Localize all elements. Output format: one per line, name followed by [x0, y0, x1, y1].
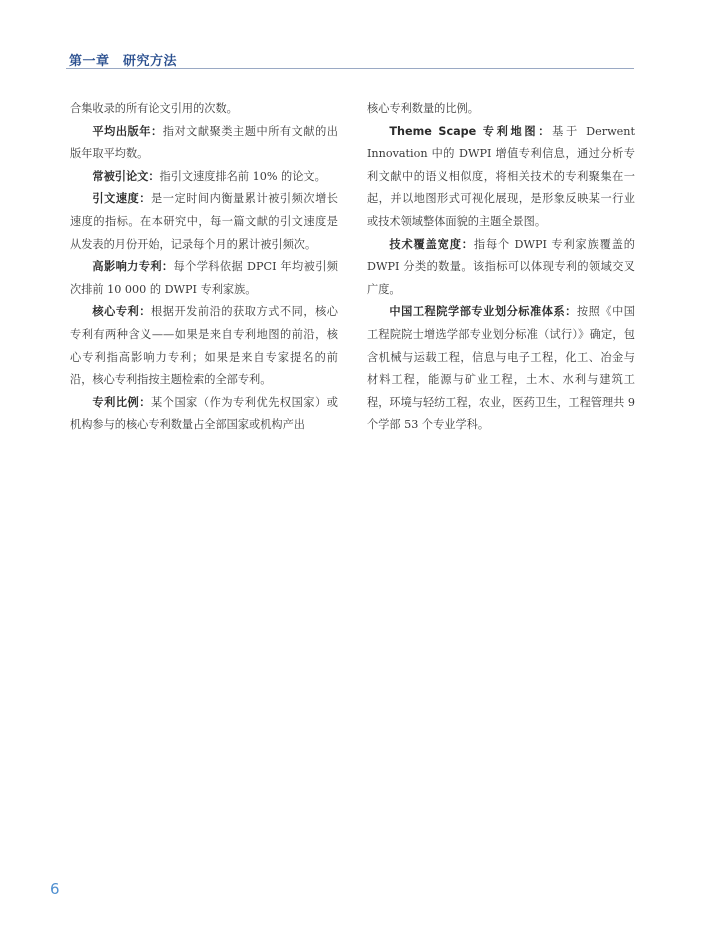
definition-theme-scape-map [367, 121, 635, 234]
term-label: 高影响力专利： [92, 260, 174, 274]
paragraph-text: 合集收录的所有论文引用的次数。 [70, 102, 238, 115]
term-label: 平均出版年： [92, 124, 163, 138]
definition-text: 基于 Derwent Innovation 中的 DWPI 增值专利信息，通过分析专利文献中的语义相似度，将相关技术的专利聚集在一起，并以地图形式可视化展现，是形象反映某一行业或技术领域整体面貌的主题全景图。 [367, 124, 635, 228]
term-label: 核心专利： [92, 305, 151, 319]
definition-text: 指每个 DWPI 专利家族覆盖的 DWPI 分类的数量。该指标可以体现专利的领域交叉广度。 [367, 237, 635, 296]
definition-citation-velocity [70, 188, 338, 256]
definition-text: 指引文速度排名前 10% 的论文。 [159, 169, 326, 183]
paragraph-text: 核心专利数量的比例。 [367, 102, 479, 115]
definition-average-publication-year [70, 121, 338, 166]
term-label: Theme Scape 专利地图： [389, 124, 553, 138]
definition-text: 指对文献聚类主题中所有文献的出版年取平均数。 [70, 124, 338, 161]
definition-core-patents [70, 301, 338, 391]
term-label: 技术覆盖宽度： [389, 237, 474, 251]
definition-text: 根据开发前沿的获取方式不同，核心专利有两种含义——如果是来自专利地图的前沿，核心专利指高影响力专利；如果是来自专家提名的前沿，核心专利指按主题检索的全部专利。 [70, 305, 338, 387]
term-label: 引文速度： [92, 192, 151, 206]
header-divider [66, 68, 634, 69]
definition-cae-division-system [367, 301, 635, 437]
definition-technology-coverage [367, 234, 635, 302]
chapter-title: 第一章 研究方法 [69, 54, 178, 69]
right-column [367, 98, 635, 437]
left-column [70, 98, 338, 437]
definition-high-impact-patents [70, 256, 338, 301]
page-number: 6 [50, 880, 60, 898]
term-label: 常被引论文： [92, 169, 160, 183]
paragraph-continuation [367, 98, 635, 121]
paragraph-continuation [70, 98, 338, 121]
term-label: 专利比例： [92, 395, 151, 409]
definition-text: 是一定时间内衡量累计被引频次增长速度的指标。在本研究中，每一篇文献的引文速度是从发表的月份开始，记录每个月的累计被引频次。 [70, 192, 338, 251]
definition-text: 按照《中国工程院院士增选学部专业划分标准（试行）》确定，包含机械与运载工程，信息与电子工程，化工、冶金与材料工程，能源与矿业工程，土木、水利与建筑工程，环境与轻纺工程，农业，医药卫生，工程管理共 9 个学部 53 个专业学科。 [367, 305, 635, 432]
definition-text: 每个学科依据 DPCI 年均被引频次排前 10 000 的 DWPI 专利家族。 [70, 260, 338, 296]
definition-patent-ratio [70, 392, 338, 437]
definition-text: 某个国家（作为专利优先权国家）或机构参与的核心专利数量占全部国家或机构产出 [70, 395, 338, 432]
definition-highly-cited-papers [70, 166, 338, 189]
term-label: 中国工程院学部专业划分标准体系： [389, 305, 577, 319]
